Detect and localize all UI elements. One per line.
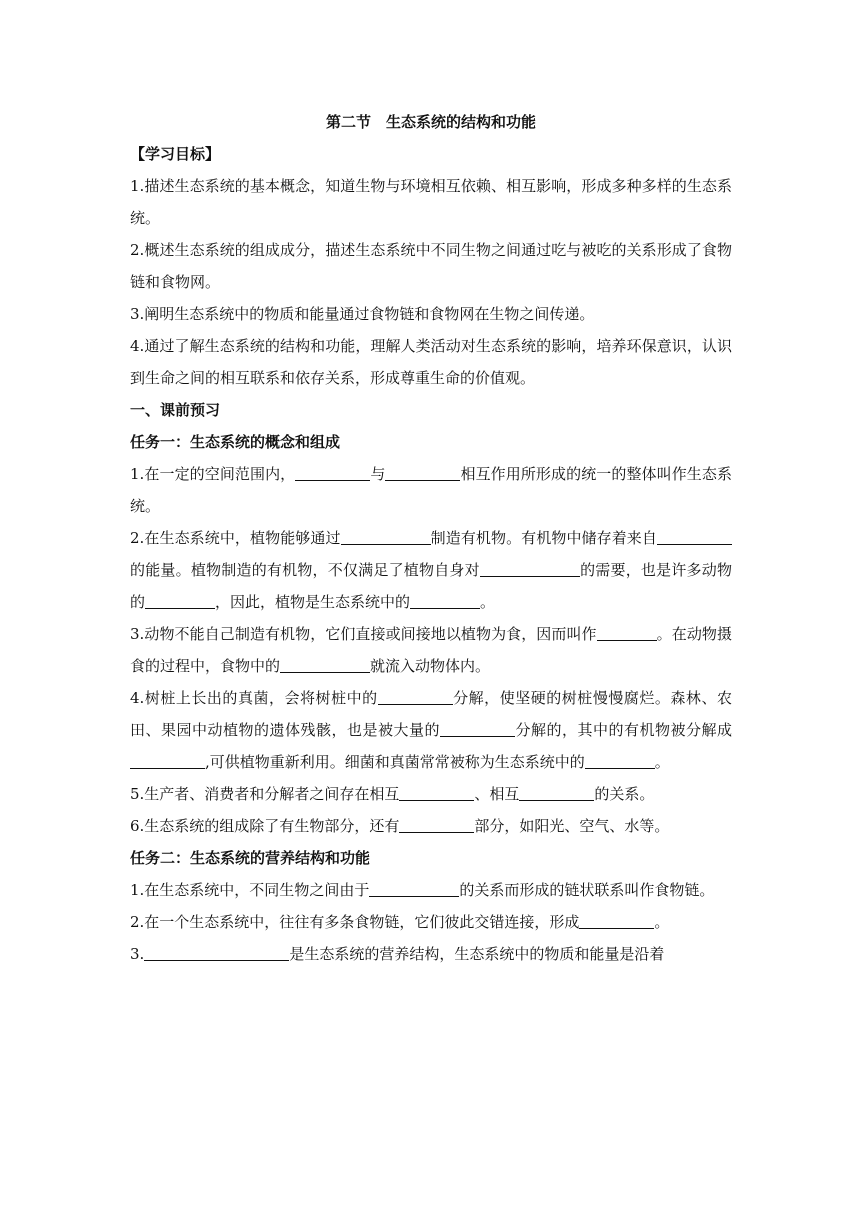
- objective-item-3: 3.阐明生态系统中的物质和能量通过食物链和食物网在生物之间传递。: [130, 305, 595, 323]
- answer-blank[interactable]: [385, 466, 460, 481]
- answer-blank[interactable]: [410, 594, 480, 609]
- task2-heading: 任务二：生态系统的营养结构和功能: [130, 849, 371, 867]
- objectives-heading: 【学习目标】: [130, 145, 221, 163]
- answer-blank[interactable]: [145, 594, 215, 609]
- objective-item-2: 2.概述生态系统的组成成分，描述生态系统中不同生物之间通过吃与被吃的关系形成了食物链和食物网。: [130, 241, 732, 291]
- task1-question-5: 5.生产者、消费者和分解者之间存在相互 、相互 的关系。: [130, 785, 655, 803]
- task1-question-1: 1.在一定的空间范围内， 与 相互作用所形成的统一的整体叫作生态系统。: [130, 465, 732, 515]
- task2-question-1: 1.在生态系统中，不同生物之间由于 的关系而形成的链状联系叫作食物链。: [130, 881, 715, 899]
- answer-blank[interactable]: [480, 562, 580, 577]
- answer-blank[interactable]: [378, 690, 453, 705]
- answer-blank[interactable]: [369, 882, 459, 897]
- answer-blank[interactable]: [295, 466, 370, 481]
- answer-blank[interactable]: [280, 658, 370, 673]
- answer-blank[interactable]: [597, 626, 657, 641]
- answer-blank[interactable]: [519, 786, 594, 801]
- task1-question-3: 3.动物不能自己制造有机物，它们直接或间接地以植物为食，因而叫作 。在动物摄食的过程中，食物中的 就流入动物体内。: [130, 625, 732, 675]
- answer-blank[interactable]: [579, 914, 654, 929]
- page-title: 第二节 生态系统的结构和功能: [325, 113, 536, 131]
- task1-question-2: 2.在生态系统中，植物能够通过 制造有机物。有机物中储存着来自的能量。植物制造的有机物，不仅满足了植物自身对 的需要，也是许多动物的 ，因此，植物是生态系统中的 。: [130, 529, 732, 611]
- answer-blank[interactable]: [440, 722, 515, 737]
- answer-blank[interactable]: [130, 754, 205, 769]
- task1-question-4: 4.树桩上长出的真菌，会将树桩中的 分解，使坚硬的树桩慢慢腐烂。森林、农田、果园中动植物的遗体残骸，也是被大量的 分解的，其中的有机物被分解成,可供植物重新利用。细菌和真菌常常被称为生态系统中的 。: [130, 689, 732, 771]
- section-preview-heading: 一、课前预习: [130, 401, 221, 419]
- task2-question-2: 2.在一个生态系统中，往往有多条食物链，它们彼此交错连接，形成 。: [130, 913, 670, 931]
- task1-question-6: 6.生态系统的组成除了有生物部分，还有 部分，如阳光、空气、水等。: [130, 817, 670, 835]
- task2-question-3: 3. 是生态系统的营养结构，生态系统中的物质和能量是沿着: [130, 945, 665, 963]
- task1-heading: 任务一：生态系统的概念和组成: [130, 433, 341, 451]
- answer-blank[interactable]: [585, 754, 655, 769]
- answer-blank[interactable]: [144, 946, 289, 961]
- answer-blank[interactable]: [399, 818, 474, 833]
- answer-blank[interactable]: [341, 530, 431, 545]
- objective-item-4: 4.通过了解生态系统的结构和功能，理解人类活动对生态系统的影响，培养环保意识，认识到生命之间的相互联系和依存关系，形成尊重生命的价值观。: [130, 337, 732, 387]
- answer-blank[interactable]: [657, 530, 732, 545]
- objective-item-1: 1.描述生态系统的基本概念，知道生物与环境相互依赖、相互影响，形成多种多样的生态系统。: [130, 177, 732, 227]
- answer-blank[interactable]: [399, 786, 474, 801]
